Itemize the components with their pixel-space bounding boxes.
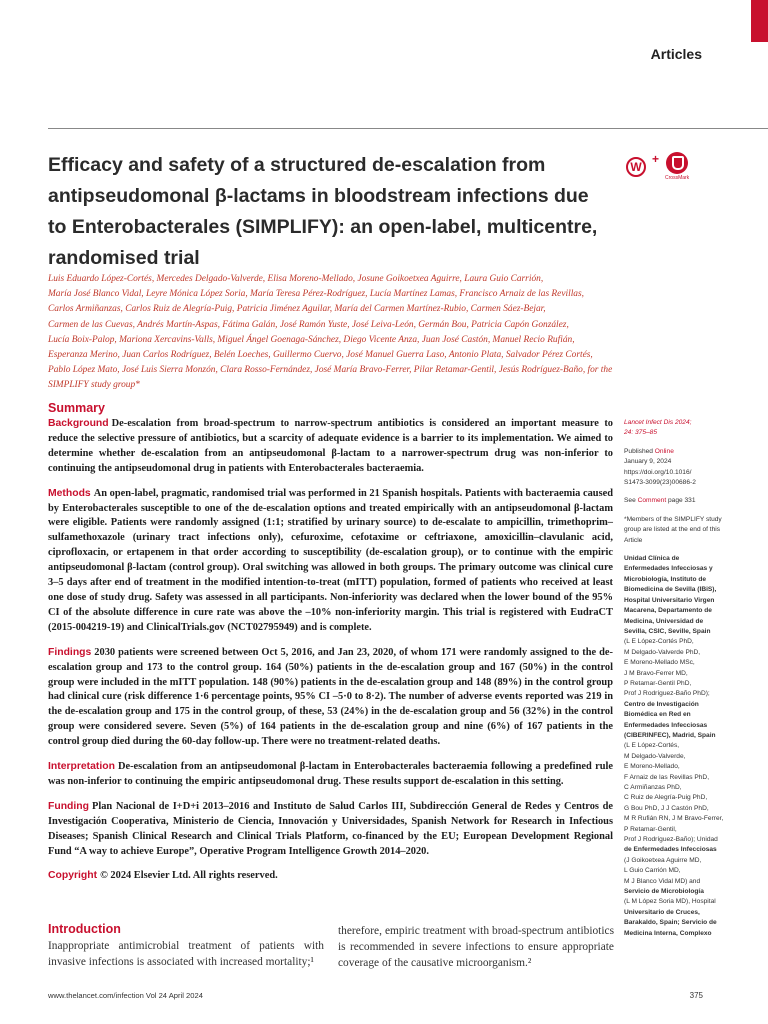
author-line: Esperanza Merino, Juan Carlos Rodríguez, Belén Loeches, Guillermo Cuervo, José Manuel Guerra Laso, Antonio Plata, Salvador Pérez Cortés, [48,350,593,361]
doi-link-line2[interactable]: S1473-3099(23)00686-2 [624,479,696,487]
author-list [48,272,613,394]
article-title: Efficacy and safety of a structured de-escalation from antipseudomonal β-lactams in bloodstream infections due to Enterobacterales (SIMPLIFY): an open-label, multicentre, randomised trial [48,154,598,269]
copyright-paragraph [48,869,613,884]
findings-text: 2030 patients were screened between Oct 5, 2016, and Jan 23, 2020, of whom 171 were randomly assigned to the de-escalation group and 173 to the control group. 164 (50%) patients in the de-escalation group and 167 (50%) in the control group were included in the mITT population. 148 (90%) patients in the de-escalation group and 148 (89%) in the control group had clinical cure (risk difference 1·6 percentage points, 95% CI –5·0 to 8·2). The number of adverse events reported was 219 in the de-escalation group and 175 in the control group, of these, 53 (24%) in the de-escalation group and 56 (32%) in the control group were considered severe. Seven (5%) of 164 patients in the de-escalation group and nine (6%) of 167 patients in the control group died during the 60-day follow-up. There were no treatment-related deaths. [48,646,613,748]
page-number: 375 [689,991,703,1000]
crossmark-label: CrossMark [665,175,690,181]
methods-paragraph [48,487,613,636]
affiliation-line: G Bou PhD, J J Castón PhD, [624,804,709,812]
doi-link-line1[interactable]: https://doi.org/10.1016/ [624,468,692,476]
members-note-line: *Members of the SIMPLIFY study [624,515,722,523]
w-badge-icon[interactable]: W [626,157,646,177]
affiliation-line: Prof J Rodríguez-Baño PhD); [624,690,710,698]
affiliation-line: Sevilla, CSIC, Seville, Spain [624,627,711,635]
published-date: January 9, 2024 [624,458,672,466]
affiliation-line: Enfermedades Infecciosas [624,721,708,729]
funding-label: Funding [48,800,89,812]
interpretation-paragraph [48,760,613,790]
affiliation-line: Biomedicina de Sevilla (IBiS), [624,586,717,594]
citation-journal[interactable]: Lancet Infect Dis 2024; [624,419,692,426]
affiliation-line: (L M López Soria MD), Hospital [624,898,716,906]
affiliation-line: Prof J Rodríguez-Baño); Unidad [624,836,718,844]
members-note [624,515,749,546]
affiliation-line: Biomédica en Red en [624,711,691,719]
summary-heading: Summary [48,401,105,415]
author-line: SIMPLIFY study group* [48,380,140,391]
affiliation-line: (L E López-Cortés, [624,742,680,750]
methods-label: Methods [48,487,91,499]
affiliation-line: (J Goikoetxea Aguirre MD, [624,856,702,864]
sidebar [624,418,749,939]
affiliation-line: Barakaldo, Spain; Servicio de [624,919,717,927]
affiliation-line: de Enfermedades Infecciosas [624,846,717,854]
crossmark-icon[interactable] [665,152,689,181]
background-label: Background [48,418,109,429]
affiliation-line: E Moreno-Mellado, [624,763,680,771]
comment-link[interactable]: Comment [637,497,667,505]
affiliation-line: L Guio Carrión MD, [624,867,681,875]
copyright-text: © 2024 Elsevier Ltd. All rights reserved. [100,870,278,882]
see-prefix: See [624,497,638,505]
background-paragraph [48,417,613,477]
see-suffix: page 331 [666,497,696,505]
article-badges [626,152,689,181]
copyright-label: Copyright [48,870,98,882]
affiliation-line: Enfermedades Infecciosas y [624,565,713,573]
author-line: Carmen de las Cuevas, Andrés Martín-Aspas, Fátima Galán, José Ramón Yuste, José Leiva-León, Germán Bou, Patricia Capón González, [48,319,569,330]
affiliation-line: Servicio de Microbiología [624,888,704,896]
members-note-line: group are listed at the end of this [624,526,721,534]
plus-icon: + [652,151,660,166]
published-line [624,447,749,457]
findings-label: Findings [48,646,92,658]
affiliation-line: P Retamar-Gentil, [624,825,677,833]
affiliation-line: E Moreno-Mellado MSc, [624,659,695,667]
author-line: Carlos Armiñanzas, Carlos Ruiz de Alegría-Puig, Patricia Jiménez Aguilar, María del Carmen Martínez-Rubio, Carmen Sáez-Bejar, [48,304,546,315]
members-note-line: Article [624,536,643,544]
introduction-heading: Introduction [48,922,121,936]
funding-paragraph [48,800,613,860]
author-line: Lucía Boix-Palop, Mariona Xercavins-Valls, Miguel Ángel Goenaga-Sánchez, Diego Vicente Anza, Juan José Castón, Manuel Recio Rufián, [48,334,575,345]
online-link[interactable]: Online [654,447,674,455]
affiliation-line: Centro de Investigación [624,700,699,708]
introduction-section [48,922,324,970]
affiliation-line: Medicina Interna, Complexo [624,929,712,937]
affiliation-line: (CIBERINFEC), Madrid, Spain [624,731,716,739]
affiliation-line: Medicina, Universidad de [624,617,704,625]
introduction-col1-text: Inappropriate antimicrobial treatment of patients with invasive infections is associated with increased mortality;¹ [48,940,324,968]
background-text: De-escalation from broad-spectrum to narrow-spectrum antibiotics is considered an important measure to reduce the selective pressure of antibiotics, but a scarcity of adequate evidence is a barrier to its implementation. We aimed to determine whether de-escalation from an antipseudomonal β-lactam to a narrower-spectrum drug was non-inferior to continuing the antipseudomonal drug in patients with Enterobacterales bacteraemia. [48,418,613,474]
affiliation-line: F Arnaiz de las Revillas PhD, [624,773,710,781]
affiliation-line: Hospital Universitario Virgen [624,596,715,604]
section-color-bar [751,0,768,42]
affiliation-line: Universitario de Cruces, [624,908,700,916]
affiliation-line: Microbiología, Instituto de [624,575,707,583]
affiliation-line: M Delgado-Valverde, [624,752,686,760]
affiliation-line: M R Rufián RN, J M Bravo-Ferrer, [624,815,724,823]
affiliations-block [624,554,749,939]
crossmark-bookmark-icon [666,152,688,174]
author-line: Luis Eduardo López-Cortés, Mercedes Delgado-Valverde, Elisa Moreno-Mellado, Josune Goikoetxea Aguirre, Laura Guio Carrión, [48,274,544,284]
header-divider [48,128,768,129]
affiliation-line: P Retamar-Gentil PhD, [624,679,692,687]
citation-pages: 24: 375–85 [624,429,658,437]
affiliation-line: C Armiñanzas PhD, [624,784,682,791]
affiliation-line: Macarena, Departamento de [624,607,712,615]
funding-text: Plan Nacional de I+D+i 2013–2016 and Instituto de Salud Carlos III, Subdirección General de Redes y Centros de Investigación Cooperativa, Ministerio de Ciencia, Innovación y Universidades, Spanish Network for Research in Infectious Diseases; Spanish Clinical Research and Clinical Trials Platform, co-financed by the EU; European Development Regional Fund “A way to achieve Europe”, Operative Program Intelligence Growth 2014–2020. [48,800,613,857]
summary-section [48,401,613,894]
section-label: Articles [650,46,702,62]
findings-paragraph [48,646,613,750]
author-line: Pablo López Mato, José Luis Sierra Monzón, Clara Rosso-Fernández, José María Bravo-Ferrer, Pilar Retamar-Gentil, Jesús Rodríguez-Baño, for the [48,365,613,376]
methods-text: An open-label, pragmatic, randomised trial was performed in 21 Spanish hospitals. Patients with bacteraemia caused by Enterobacterales susceptible to one of the de-escalation options and treated empirically with an antipseudomonal β-lactam were eligible. Patients were randomly assigned (1:1; stratified by urinary source) to de-escalate to ampicillin, trimethoprim–sulfamethoxazole (urinary tract infections only), cefuroxime, cefotaxime or ceftriaxone, amoxicillin–clavulanic acid, ciprofloxacin, or ertapenem in that order according to susceptibility (de-escalation group), or to continue with the empiric antipseudomonal β-lactam (control group). Oral switching was allowed in both groups. The primary outcome was clinical cure 3–5 days after end of treatment in the modified intention-to-treat (mITT) population, formed of patients who received at least one dose of study drug. Safety was assessed in all participants. Non-inferiority was declared when the lower bound of the 95% CI of the absolute difference in cure rate was above the –10% non-inferiority margin. This trial is registered with EudraCT (2015-004219-19) and ClinicalTrials.gov (NCT02795949) and is complete. [48,487,613,633]
published-prefix: Published [624,447,655,455]
see-comment-line [624,496,749,506]
author-line: María José Blanco Vidal, Leyre Mónica López Soria, María Teresa Pérez-Rodríguez, Lucía Martínez Lamas, Francisco Arnaiz de las Revillas, [48,289,584,300]
affiliation-line: M Delgado-Valverde PhD, [624,648,701,656]
affiliation-line: J M Bravo-Ferrer MD, [624,669,688,677]
affiliation-line: Unidad Clínica de [624,555,680,563]
interpretation-text: De-escalation from an antipseudomonal β-lactam in Enterobacterales bacteraemia following a predefined rule was non-inferior to continuing the empiric antipseudomonal drug. These results support de-escalation in this setting. [48,761,613,787]
affiliation-line: C Ruiz de Alegría-Puig PhD, [624,794,708,802]
interpretation-label: Interpretation [48,761,115,773]
footer-journal-info: www.thelancet.com/infection Vol 24 April 2024 [48,991,203,1000]
affiliation-line: M J Blanco Vidal MD) and [624,877,701,885]
affiliation-line: (L E López-Cortés PhD, [624,638,694,646]
introduction-col2-text: therefore, empiric treatment with broad-spectrum antibiotics is recommended in severe infections to ensure appropriate coverage of the causative microorganism.² [338,925,614,969]
